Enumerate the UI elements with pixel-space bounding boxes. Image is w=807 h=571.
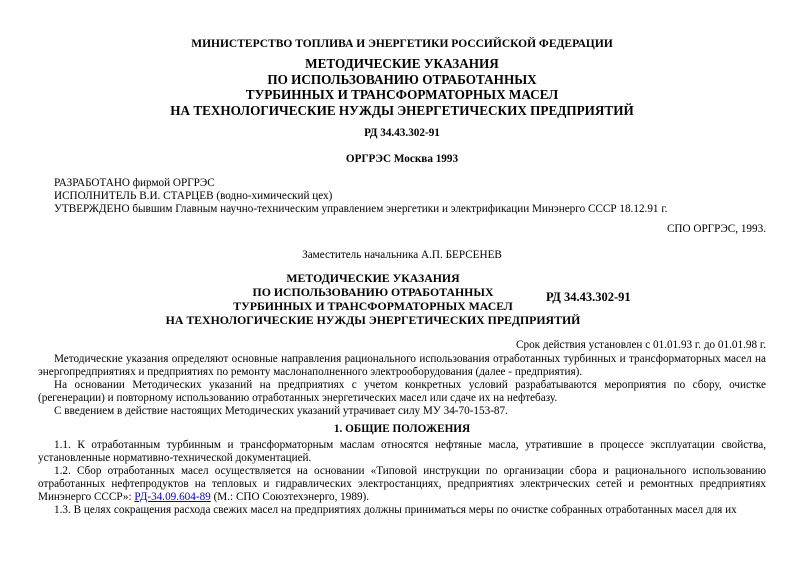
copyright: СПО ОРГРЭС, 1993. (666, 223, 766, 235)
title-block (138, 271, 608, 327)
section-paragraph: 1.3. В целях сокращения расхода свежих масел на предприятиях должны приниматься меры по очистке собранных отработанных масел для их (54, 504, 737, 516)
title-block-line: НА ТЕХНОЛОГИЧЕСКИЕ НУЖДЫ ЭНЕРГЕТИЧЕСКИХ ПРЕДПРИЯТИЙ (165, 313, 581, 327)
title-line: ПО ИСПОЛЬЗОВАНИЮ ОТРАБОТАННЫХ (267, 71, 537, 87)
section-paragraph (38, 465, 766, 504)
title-line: МЕТОДИЧЕСКИЕ УКАЗАНИЯ (305, 56, 499, 71)
credits-block (54, 177, 766, 216)
document-code: РД 34.43.302-91 (364, 127, 440, 139)
intro-paragraph: Методические указания определяют основные направления рационального использования отработанных турбинных и трансформаторных масел на энергопредприятиях и предприятиях по ремонту маслонаполненного электрооборудования (далее - предприятия). (38, 353, 766, 378)
title-block-line: МЕТОДИЧЕСКИЕ УКАЗАНИЯ (286, 271, 460, 285)
deputy-signature: Заместитель начальника А.П. БЕРСЕНЕВ (302, 249, 502, 261)
title-block-line: ТУРБИННЫХ И ТРАНСФОРМАТОРНЫХ МАСЕЛ (233, 299, 513, 313)
document-body (38, 353, 766, 517)
intro-paragraph: На основании Методических указаний на предприятиях с учетом конкретных условий разрабатываются мероприятия по сбору, очистке (регенерации) и повторному использованию отработанных энергетических масел или сдаче их на нефтебазу. (38, 379, 766, 404)
document-link[interactable]: РД-34.09.604-89 (134, 491, 211, 503)
title-line: ТУРБИННЫХ И ТРАНСФОРМАТОРНЫХ МАСЕЛ (245, 87, 559, 102)
publisher-line: ОРГРЭС Москва 1993 (345, 153, 459, 165)
validity-term: Срок действия установлен с 01.01.93 г. до 01.01.98 г. (516, 339, 766, 351)
executor: ИСПОЛНИТЕЛЬ В.И. СТАРЦЕВ (водно-химический цех) (54, 190, 333, 202)
approved-by: УТВЕРЖДЕНО бывшим Главным научно-техническим управлением энергетики и электрификации Минэнерго СССР 18.12.91 г. (54, 203, 668, 215)
intro-paragraph: С введением в действие настоящих Методических указаний утрачивает силу МУ 34-70-153-87. (54, 405, 508, 417)
section-paragraph: 1.1. К отработанным турбинным и трансформаторным маслам относятся нефтяные масла, утратившие в процессе эксплуатации свойства, установленные нормативно-технической документацией. (38, 439, 766, 464)
ministry-heading: МИНИСТЕРСТВО ТОПЛИВА И ЭНЕРГЕТИКИ РОССИЙСКОЙ ФЕДЕРАЦИИ (191, 38, 613, 50)
section-heading: 1. ОБЩИЕ ПОЛОЖЕНИЯ (333, 423, 471, 435)
title-line: НА ТЕХНОЛОГИЧЕСКИЕ НУЖДЫ ЭНЕРГЕТИЧЕСКИХ ПРЕДПРИЯТИЙ (170, 102, 634, 118)
paragraph-text: 1.2. Сбор отработанных масел осуществляется на основании «Типовой инструкции по организации сбора и рационального использованию отработанных нефтепродуктов на тепловых и гидравлических электростанциях, предприятиях электрических сетей и ремонтных предприятиях Минэнерго СССР»: (38, 465, 766, 503)
document-title (38, 56, 766, 118)
developed-by: РАЗРАБОТАНО фирмой ОРГРЭС (54, 177, 215, 189)
paragraph-text: (М.: СПО Союзтехэнерго, 1989). (210, 491, 370, 503)
title-block-line: ПО ИСПОЛЬЗОВАНИЮ ОТРАБОТАННЫХ (252, 285, 494, 299)
title-block-code: РД 34.43.302-91 (546, 290, 631, 304)
